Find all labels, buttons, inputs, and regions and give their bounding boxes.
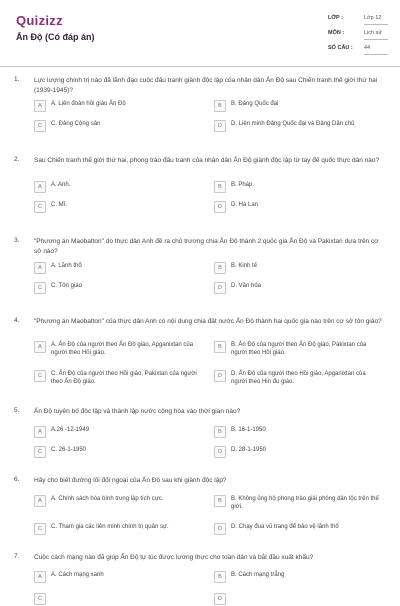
option-text: D. Ấn Độ của người theo Hồi giáo, Apganixtan của người theo Hin đu giáo. [231, 371, 366, 385]
option-text: C. Đảng Cộng sản [51, 121, 101, 127]
option-letter-badge: A [34, 262, 46, 274]
option-letter-badge: C [34, 370, 46, 382]
answer-option-a[interactable] [34, 570, 204, 584]
meta-subject [328, 28, 388, 43]
option-row [34, 494, 384, 516]
option-text: C. Ấn Độ của người theo Hồi giáo, Pakixtan của người theo Ấn Độ giáo. [51, 371, 197, 385]
option-letter-badge: A [34, 341, 46, 353]
answer-option-b[interactable] [214, 340, 384, 362]
answer-option-b[interactable] [214, 180, 384, 194]
answer-option-c[interactable] [34, 445, 204, 459]
option-letter-badge: B [214, 100, 226, 112]
option-row [34, 340, 384, 362]
option-letter-badge: D [214, 282, 226, 294]
question-number: 3. [14, 237, 20, 244]
option-row [34, 445, 384, 459]
option-row [34, 99, 384, 113]
answer-option-a[interactable] [34, 494, 204, 516]
meta-class [328, 13, 388, 28]
option-letter-badge: C [34, 593, 46, 605]
option-letter-badge: B [214, 426, 226, 438]
meta-underline [364, 24, 388, 25]
meta-count [328, 43, 388, 58]
question-number: 6. [14, 476, 20, 483]
option-letter-badge: C [34, 282, 46, 294]
option-letter-badge: C [34, 201, 46, 213]
option-text: D. Liên minh Đảng Quốc đại và Đảng Dân chủ [231, 121, 355, 127]
option-letter-badge: D [214, 370, 226, 382]
option-text: D. 28-1-1950 [231, 447, 267, 453]
option-text: B. Đảng Quốc đại [231, 101, 279, 107]
option-text: C. 26-1-1950 [51, 447, 87, 453]
option-text: A. Ấn Độ của người theo Ấn Độ giáo, Apganixtan của người theo Hồi giáo. [51, 342, 194, 356]
question-number: 7. [14, 553, 20, 560]
question-text: Lực lượng chính trị nào đã lãnh đạo cuộc đấu tranh giành độc lập của nhân dân Ấn Độ sau Chiến tranh thế giới thứ hai (1939-1945)? [34, 77, 378, 94]
page-header [0, 0, 400, 68]
option-row [34, 281, 384, 295]
question-number: 4. [14, 317, 20, 324]
header-divider [0, 66, 400, 67]
option-text: A. Lãnh thổ [51, 263, 82, 269]
option-row [34, 261, 384, 275]
answer-option-b[interactable] [214, 570, 384, 584]
option-letter-badge: B [214, 341, 226, 353]
answer-option-d[interactable] [214, 281, 384, 295]
option-letter-badge: A [34, 426, 46, 438]
option-text: A. Liên đoàn hồi giáo Ấn Độ [51, 101, 126, 107]
option-text: D. Hà Lan [231, 202, 259, 208]
question-text: Ấn Độ tuyên bố độc lập và thành lập nước cộng hòa vào thời gian nào? [34, 408, 241, 415]
meta-subject-value: Lịch sử [364, 30, 383, 36]
meta-underline [364, 54, 388, 55]
option-letter-badge: C [34, 523, 46, 535]
answer-option-d[interactable] [214, 119, 384, 133]
option-row [34, 522, 384, 536]
question-text: "Phương án Maobatton" do thực dân Anh đề ra chủ trương chia Ấn Độ thành 2 quốc gia Ấn Độ và Pakixtan dựa trên cơ sở nào? [34, 238, 379, 255]
document-title: Ấn Độ (Có đáp án) [16, 32, 95, 42]
answer-option-b[interactable] [214, 494, 384, 516]
option-letter-badge: C [34, 120, 46, 132]
option-text: C. Mĩ. [51, 202, 67, 208]
option-letter-badge: A [34, 495, 46, 507]
option-text: B. Không ủng hộ phong trào giải phóng dân tộc trên thế giới. [231, 496, 379, 510]
option-letter-badge: A [34, 181, 46, 193]
meta-subject-label: MÔN : [328, 30, 345, 36]
option-text: B. 16-1-1950 [231, 427, 266, 433]
option-row [34, 425, 384, 439]
meta-count-value: 44 [364, 45, 371, 51]
meta-class-label: LỚP : [328, 15, 343, 21]
answer-option-d[interactable] [214, 369, 384, 391]
answer-option-d[interactable] [214, 522, 384, 536]
option-text: C. Tôn giáo [51, 283, 82, 289]
option-letter-badge: C [34, 446, 46, 458]
answer-option-c[interactable] [34, 281, 204, 295]
answer-option-c[interactable] [34, 522, 204, 536]
meta-count-label: SỐ CÂU : [328, 45, 353, 51]
option-text: D. Văn hóa [231, 283, 262, 289]
answer-option-b[interactable] [214, 425, 384, 439]
option-text: B. Pháp. [231, 182, 255, 188]
answer-option-a[interactable] [34, 425, 204, 439]
option-letter-badge: D [214, 120, 226, 132]
option-text: A. Anh. [51, 182, 71, 188]
option-row [34, 570, 384, 584]
option-letter-badge: D [214, 523, 226, 535]
option-row [34, 592, 384, 606]
option-text: C. Tham gia các liên minh chính trị quân sự. [51, 524, 169, 530]
answer-option-c[interactable] [34, 592, 204, 606]
meta-class-value: Lớp 12 [364, 15, 382, 21]
option-text: B. Kinh tế [231, 263, 258, 269]
option-letter-badge: B [214, 571, 226, 583]
question-text: Cuộc cách mạng nào đã giúp Ấn Độ tự túc được lương thực cho toàn dân và bắt đầu xuất khẩu? [34, 554, 314, 561]
option-row [34, 200, 384, 214]
answer-option-a[interactable] [34, 261, 204, 275]
option-row [34, 369, 384, 391]
answer-option-b[interactable] [214, 261, 384, 275]
question-number: 2. [14, 156, 20, 163]
option-text: A. Chính sách hòa bình trung lập tích cực. [51, 496, 164, 502]
option-letter-badge: B [214, 181, 226, 193]
option-letter-badge: D [214, 593, 226, 605]
option-text: A.26 -12-1949 [51, 427, 90, 433]
answer-option-b[interactable] [214, 99, 384, 113]
option-letter-badge: D [214, 201, 226, 213]
option-letter-badge: D [214, 446, 226, 458]
quizizz-logo: Quizizz [16, 13, 63, 28]
option-text: D. Chạy đua vũ trang để bảo vệ lãnh thổ [231, 524, 339, 530]
answer-option-d[interactable] [214, 592, 384, 606]
option-text: A. Cách mạng xanh [51, 572, 104, 578]
option-row [34, 119, 384, 133]
question-text: "Phương án Maobatton" của thực dân Anh có nội dung chia đất nước Ấn Độ thành hai quốc gia nào trên cơ sở tôn giáo? [34, 318, 382, 325]
answer-option-c[interactable] [34, 119, 204, 133]
option-letter-badge: B [214, 495, 226, 507]
answer-option-a[interactable] [34, 180, 204, 194]
answer-option-c[interactable] [34, 200, 204, 214]
answer-option-d[interactable] [214, 200, 384, 214]
answer-option-a[interactable] [34, 99, 204, 113]
question-text: Hãy cho biết đường lối đối ngoại của Ấn Độ sau khi giành độc lập? [34, 477, 227, 484]
answer-option-c[interactable] [34, 369, 204, 391]
answer-option-d[interactable] [214, 445, 384, 459]
option-text: B. Cách mạng trắng [231, 572, 285, 578]
question-number: 1. [14, 76, 20, 83]
answer-option-a[interactable] [34, 340, 204, 362]
option-letter-badge: A [34, 100, 46, 112]
option-row [34, 180, 384, 194]
meta-underline [364, 39, 388, 40]
document-meta [328, 13, 388, 58]
option-letter-badge: B [214, 262, 226, 274]
option-letter-badge: A [34, 571, 46, 583]
question-text: Sau Chiến tranh thế giới thứ hai, phong trào đấu tranh của nhân dân Ấn Độ giành độc lập từ tay đế quốc thực dân nào? [34, 157, 380, 164]
option-text: B. Ấn Độ của người theo Ấn Độ giáo, Pakixtan của người theo Hồi giáo. [231, 342, 367, 356]
question-number: 5. [14, 407, 20, 414]
